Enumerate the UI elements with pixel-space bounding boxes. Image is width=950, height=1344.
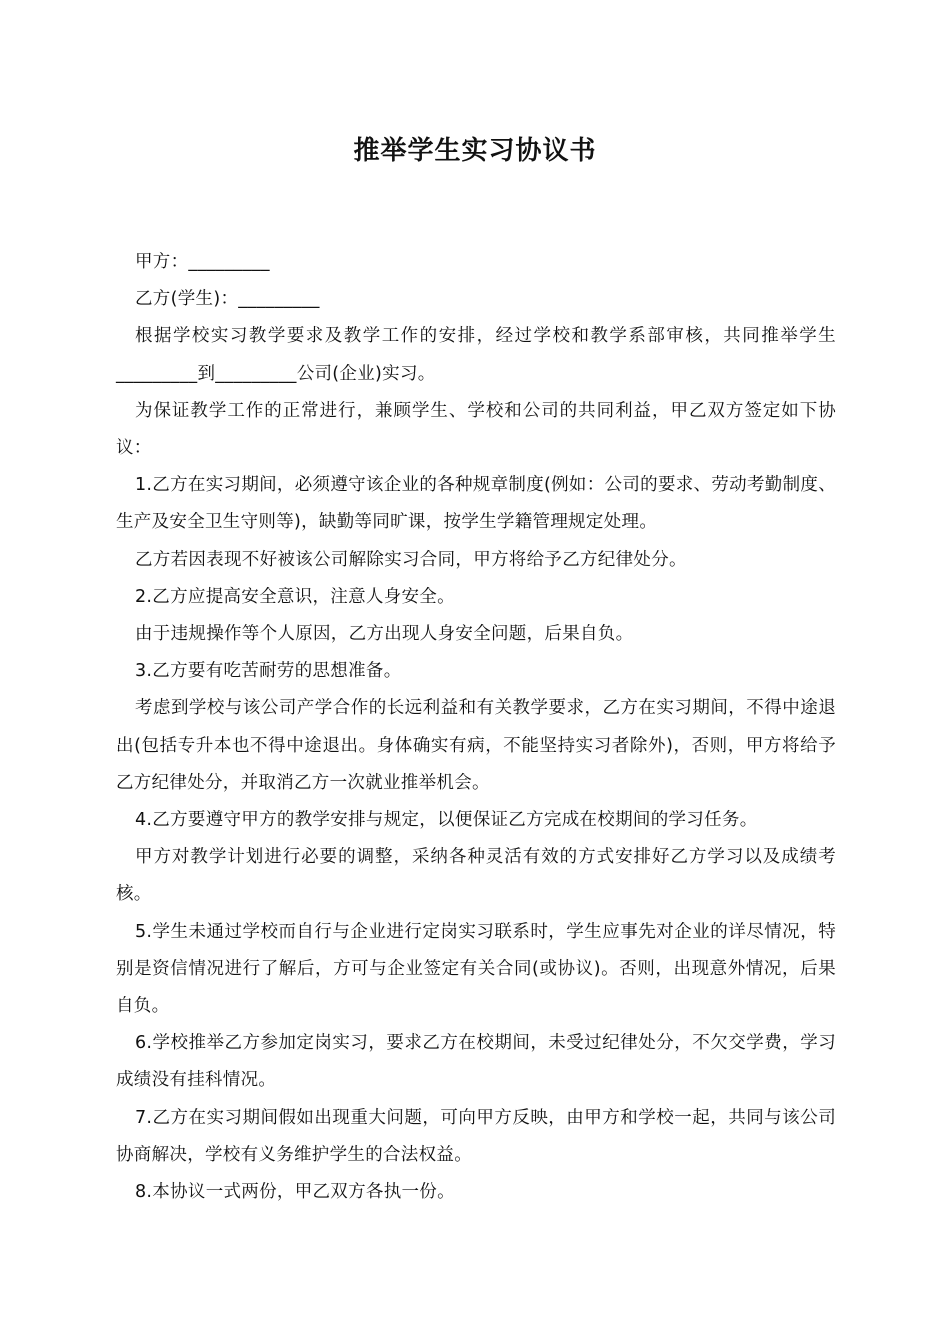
- purpose-paragraph: 为保证教学工作的正常进行，兼顾学生、学校和公司的共同利益，甲乙双方签定如下协议：: [116, 400, 836, 459]
- clause-6: 6.学校推举乙方参加定岗实习，要求乙方在校期间，未受过纪律处分，不欠交学费，学习成绩没有挂科情况。: [116, 1033, 836, 1091]
- clause-1-note: 乙方若因表现不好被该公司解除实习合同，甲方将给予乙方纪律处分。: [135, 549, 687, 570]
- clause-8: 8.本协议一式两份，甲乙双方各执一份。: [135, 1182, 455, 1203]
- clause-3-note: 考虑到学校与该公司产学合作的长远利益和有关教学要求，乙方在实习期间，不得中途退出(包括专升本也不得中途退出。身体确实有病，不能坚持实习者除外)，否则，甲方将给予乙方纪律处分，并取消乙方一次就业推举机会。: [116, 698, 836, 793]
- intro-paragraph: 根据学校实习教学要求及教学工作的安排，经过学校和教学系部审核，共同推举学生_________到_________公司(企业)实习。: [116, 326, 836, 384]
- document-title: 推举学生实习协议书: [353, 136, 597, 166]
- clause-5: 5.学生未通过学校而自行与企业进行定岗实习联系时，学生应事先对企业的详尽情况，特别是资信情况进行了解后，方可与企业签定有关合同(或协议)。否则，出现意外情况，后果自负。: [116, 921, 836, 1017]
- clause-7: 7.乙方在实习期间假如出现重大问题，可向甲方反映，由甲方和学校一起，共同与该公司协商解决，学校有义务维护学生的合法权益。: [116, 1107, 836, 1165]
- clause-2: 2.乙方应提高安全意识，注意人身安全。: [135, 586, 455, 607]
- clause-4-note: 甲方对教学计划进行必要的调整，采纳各种灵活有效的方式安排好乙方学习以及成绩考核。: [116, 847, 836, 905]
- clause-2-note: 由于违规操作等个人原因，乙方出现人身安全问题，后果自负。: [135, 624, 634, 645]
- party-b-line: 乙方(学生)：_________: [135, 289, 320, 310]
- clause-4: 4.乙方要遵守甲方的教学安排与规定，以便保证乙方完成在校期间的学习任务。: [135, 810, 758, 831]
- clause-3: 3.乙方要有吃苦耐劳的思想准备。: [135, 661, 402, 682]
- clause-1: 1.乙方在实习期间，必须遵守该企业的各种规章制度(例如：公司的要求、劳动考勤制度、生产及安全卫生守则等)，缺勤等同旷课，按学生学籍管理规定处理。: [116, 475, 836, 533]
- party-a-line: 甲方：_________: [135, 252, 270, 272]
- document-body: [116, 244, 836, 1211]
